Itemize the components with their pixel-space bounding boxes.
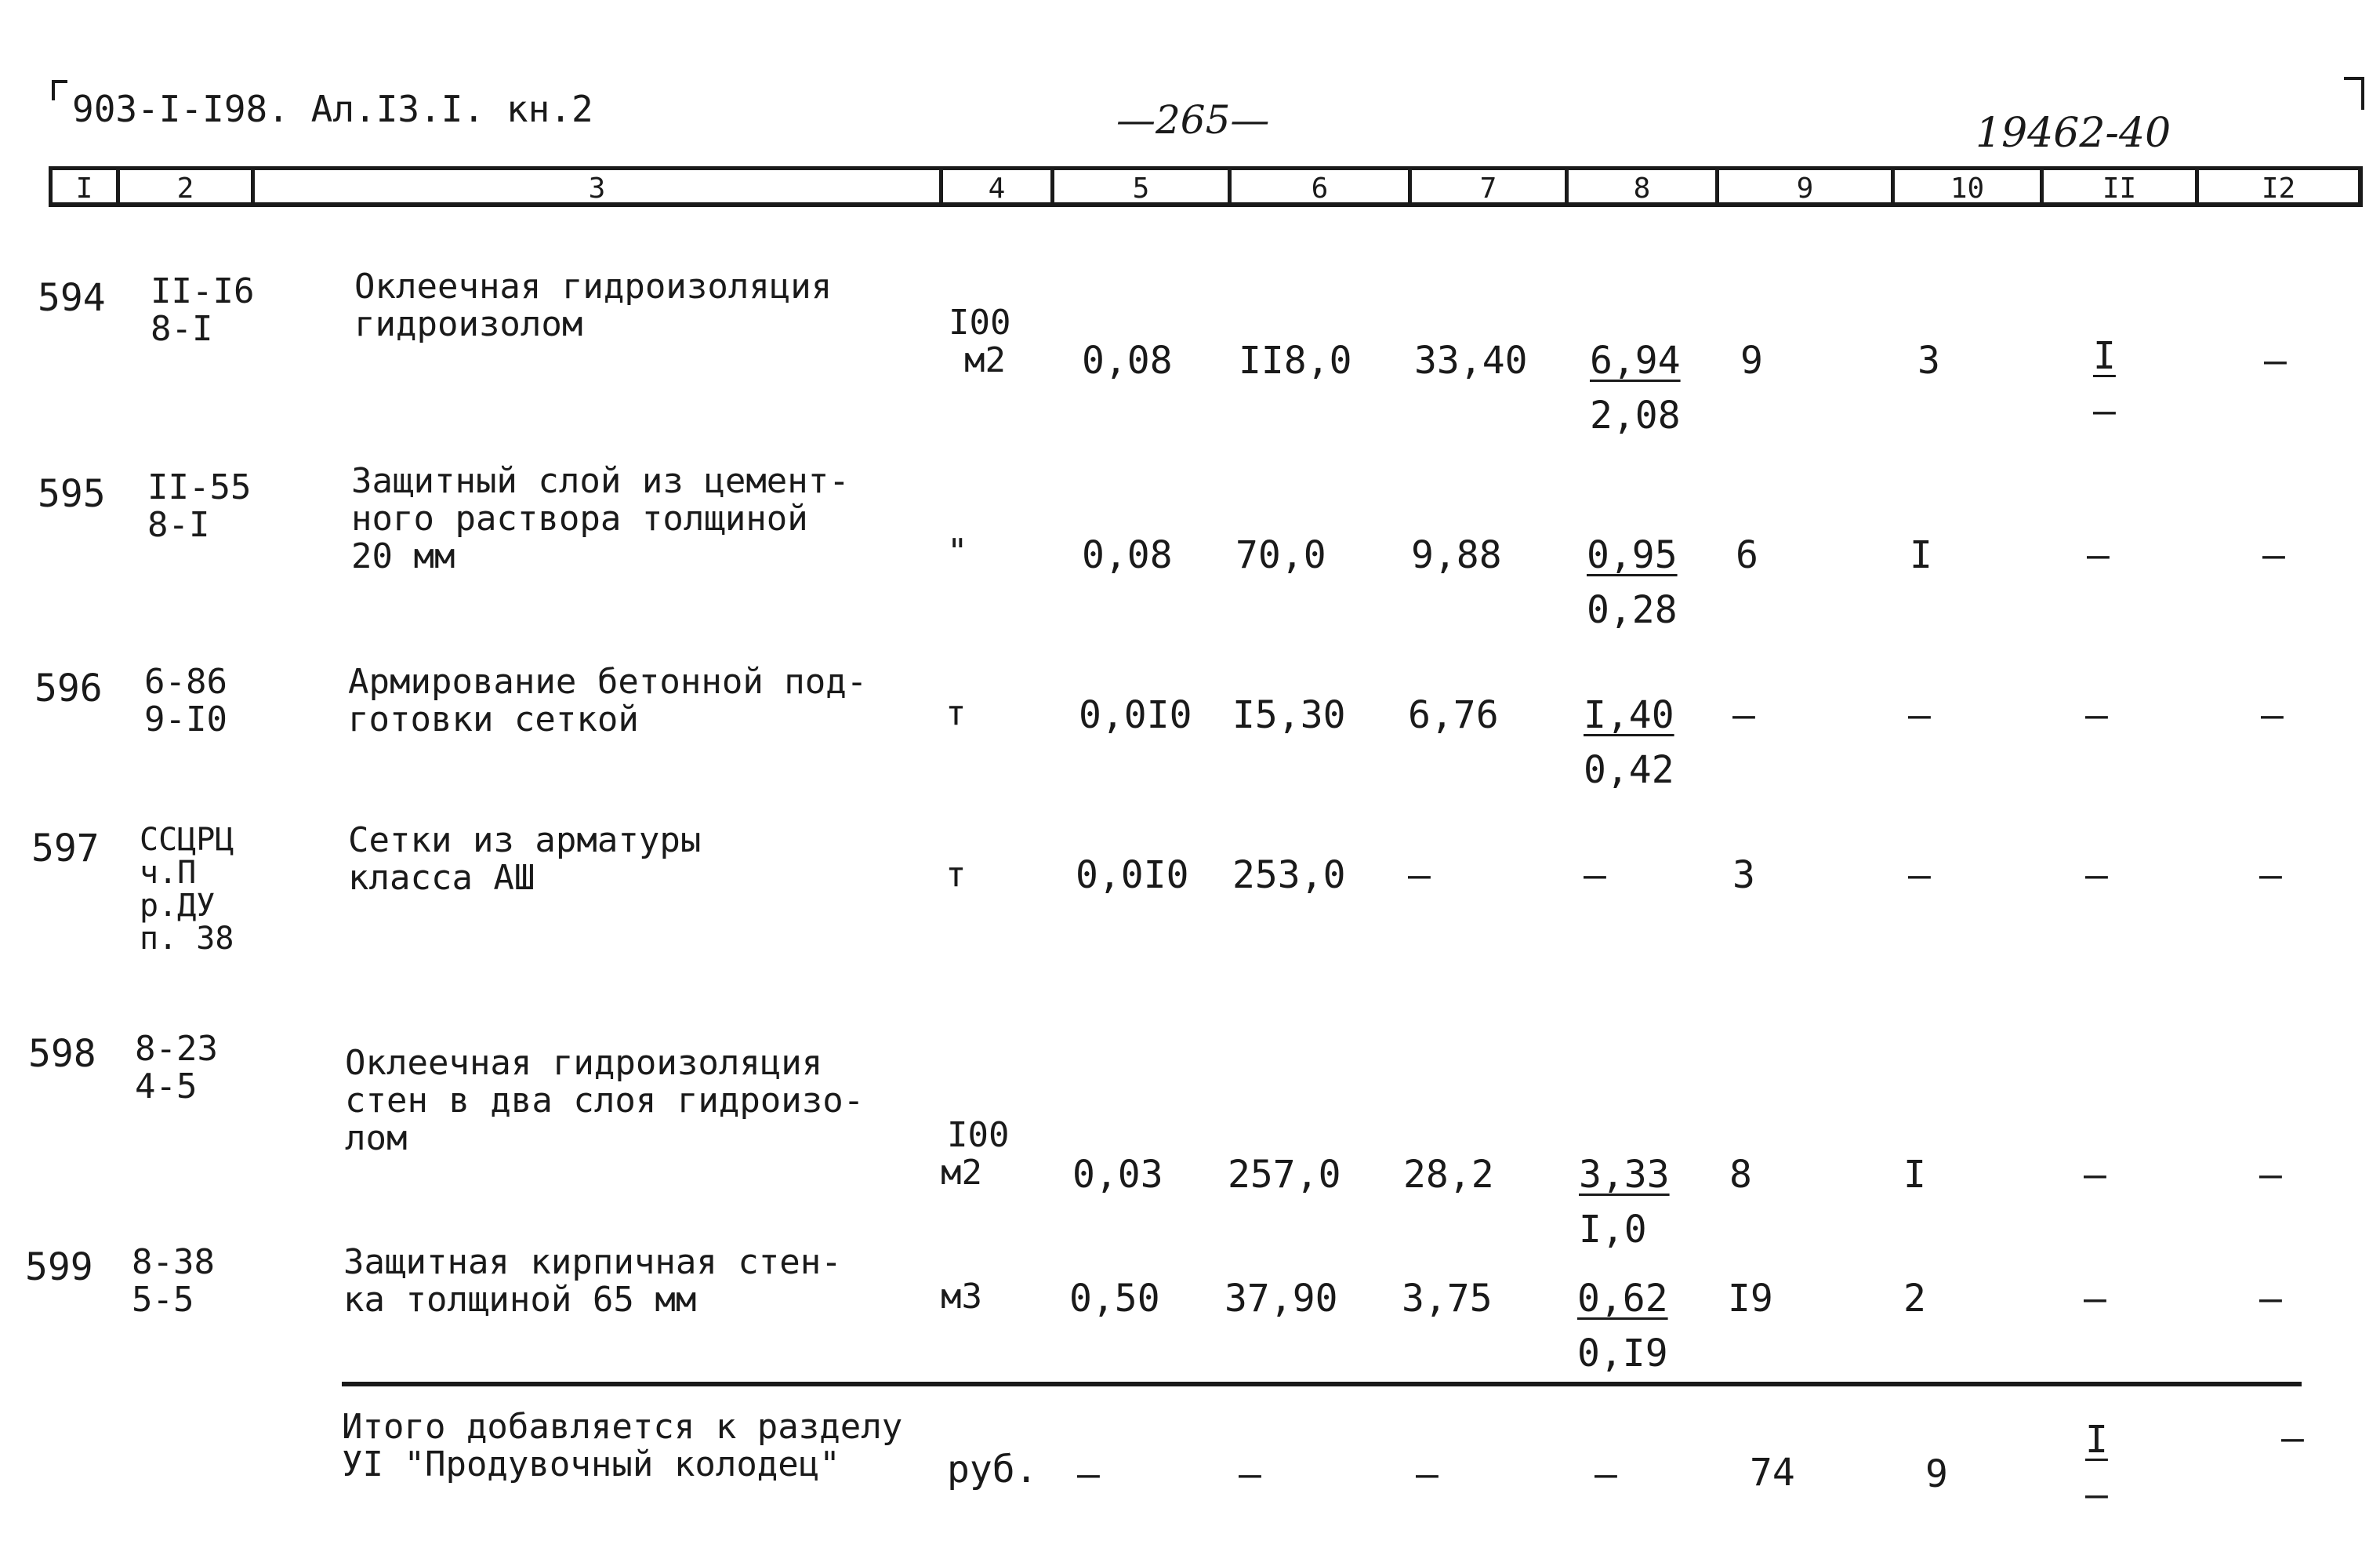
- row-col11: –: [2084, 1277, 2106, 1321]
- row-col9: 6: [1736, 533, 1758, 577]
- column-number: II: [2040, 166, 2195, 207]
- row-description: Оклеечная гидроизоляция гидроизолом: [354, 267, 833, 344]
- row-col11: I –: [2093, 334, 2116, 433]
- row-col12: –: [2264, 339, 2287, 383]
- column-number: 4: [939, 166, 1050, 207]
- row-col5: 0,08: [1082, 533, 1173, 577]
- total-col6: –: [1239, 1452, 1261, 1496]
- row-col7: 3,75: [1402, 1277, 1493, 1321]
- column-number: 10: [1891, 166, 2040, 207]
- column-number: 6: [1228, 166, 1408, 207]
- row-col7: –: [1408, 853, 1431, 897]
- row-col12: –: [2261, 693, 2284, 737]
- row-code: 8-38 5-5: [132, 1242, 215, 1320]
- total-col12: –: [2281, 1416, 2304, 1460]
- total-col8: –: [1595, 1452, 1617, 1496]
- row-col5: 0,08: [1082, 339, 1173, 383]
- row-unit: ": [947, 532, 968, 572]
- row-col8: $\frac{0,95}{0,28}$: [1587, 533, 1678, 632]
- row-col5: 0,50: [1069, 1277, 1160, 1321]
- row-col12: –: [2262, 533, 2285, 577]
- column-number: I2: [2195, 166, 2363, 207]
- row-col10: –: [1908, 693, 1931, 737]
- column-number: 9: [1715, 166, 1891, 207]
- row-col5: 0,0I0: [1076, 853, 1189, 897]
- row-description: Сетки из арматуры класса АШ: [348, 820, 702, 898]
- row-col10: –: [1908, 853, 1931, 897]
- row-col5: 0,0I0: [1079, 693, 1192, 737]
- row-number: 597: [31, 827, 100, 870]
- column-number: I: [49, 166, 116, 207]
- row-col12: –: [2259, 1153, 2282, 1197]
- total-unit: руб.: [947, 1448, 1038, 1492]
- column-number: 7: [1408, 166, 1565, 207]
- row-col8: $\frac{3,33}{I,0}$: [1579, 1153, 1670, 1252]
- total-col11: I –: [2085, 1418, 2108, 1517]
- row-col12: –: [2259, 1277, 2282, 1321]
- row-col6: II8,0: [1239, 339, 1352, 383]
- column-number: 2: [116, 166, 251, 207]
- row-col6: 257,0: [1228, 1153, 1341, 1197]
- row-col7: 33,40: [1414, 339, 1528, 383]
- row-col10: 3: [1917, 339, 1940, 383]
- row-col11: –: [2085, 853, 2108, 897]
- row-col7: 6,76: [1408, 693, 1499, 737]
- row-col5: 0,03: [1072, 1153, 1163, 1197]
- stamp-number: 19462-40: [1975, 110, 2171, 157]
- row-col6: 70,0: [1235, 533, 1326, 577]
- row-col10: I: [1910, 533, 1932, 577]
- row-code: ССЦРЦ ч.П р.ДУ п. 38: [140, 822, 234, 957]
- row-col11: –: [2087, 533, 2110, 577]
- row-col9: I9: [1728, 1277, 1773, 1321]
- row-col9: –: [1732, 693, 1755, 737]
- corner-mark-right: [2344, 77, 2364, 110]
- row-col6: I5,30: [1232, 693, 1346, 737]
- row-col10: I: [1903, 1153, 1926, 1197]
- row-unit: т: [945, 693, 967, 733]
- row-description: Защитная кирпичная стен- ка толщиной 65 мм: [343, 1242, 842, 1320]
- row-col9: 8: [1729, 1153, 1752, 1197]
- column-number: 5: [1050, 166, 1228, 207]
- total-col5: –: [1077, 1452, 1100, 1496]
- total-col7: –: [1416, 1452, 1439, 1496]
- row-unit: т: [945, 855, 967, 895]
- row-description: Армирование бетонной под- готовки сеткой: [348, 662, 868, 739]
- total-col10: 9: [1925, 1452, 1948, 1496]
- row-col12: –: [2259, 853, 2282, 897]
- row-code: 8-23 4-5: [135, 1029, 218, 1106]
- corner-mark-left: [52, 80, 67, 100]
- row-col11: –: [2084, 1153, 2106, 1197]
- row-col11: –: [2085, 693, 2108, 737]
- row-number: 595: [38, 472, 106, 516]
- row-number: 598: [28, 1032, 96, 1076]
- row-number: 596: [34, 667, 103, 710]
- row-col7: 9,88: [1411, 533, 1502, 577]
- row-col6: 37,90: [1224, 1277, 1338, 1321]
- row-col8: $\frac{0,62}{0,I9}$: [1577, 1277, 1668, 1375]
- total-description: Итого добавляется к разделу УI "Продувочный колодец": [342, 1407, 903, 1484]
- row-unit: I00 м2: [941, 1115, 1010, 1193]
- row-col9: 3: [1732, 853, 1755, 897]
- row-number: 594: [38, 276, 106, 320]
- row-col7: 28,2: [1403, 1153, 1494, 1197]
- row-col10: 2: [1903, 1277, 1926, 1321]
- row-description: Оклеечная гидроизоляция стен в два слоя гидроизо- лом: [345, 1043, 865, 1158]
- row-unit: I00 м2: [949, 303, 1011, 380]
- row-col8: –: [1584, 853, 1606, 897]
- row-code: II-55 8-I: [147, 467, 252, 545]
- row-code: II-I6 8-I: [151, 271, 255, 349]
- row-col6: 253,0: [1232, 853, 1346, 897]
- row-number: 599: [25, 1245, 93, 1289]
- row-unit: м3: [941, 1277, 982, 1317]
- total-col9: 74: [1750, 1451, 1795, 1495]
- page-number: —265—: [1116, 97, 1270, 143]
- column-header-strip: [49, 166, 2367, 212]
- row-code: 6-86 9-I0: [144, 662, 227, 739]
- total-divider: [342, 1382, 2302, 1386]
- document-code: 903-I-I98. Ал.I3.I. кн.2: [72, 88, 593, 130]
- row-col8: $\frac{I,40}{0,42}$: [1584, 693, 1674, 792]
- column-number: 8: [1565, 166, 1715, 207]
- row-col9: 9: [1740, 339, 1763, 383]
- column-number: 3: [251, 166, 939, 207]
- row-col8: $\frac{6,94}{2,08}$: [1590, 339, 1681, 438]
- row-description: Защитный слой из цемент- ного раствора толщиной 20 мм: [351, 461, 850, 576]
